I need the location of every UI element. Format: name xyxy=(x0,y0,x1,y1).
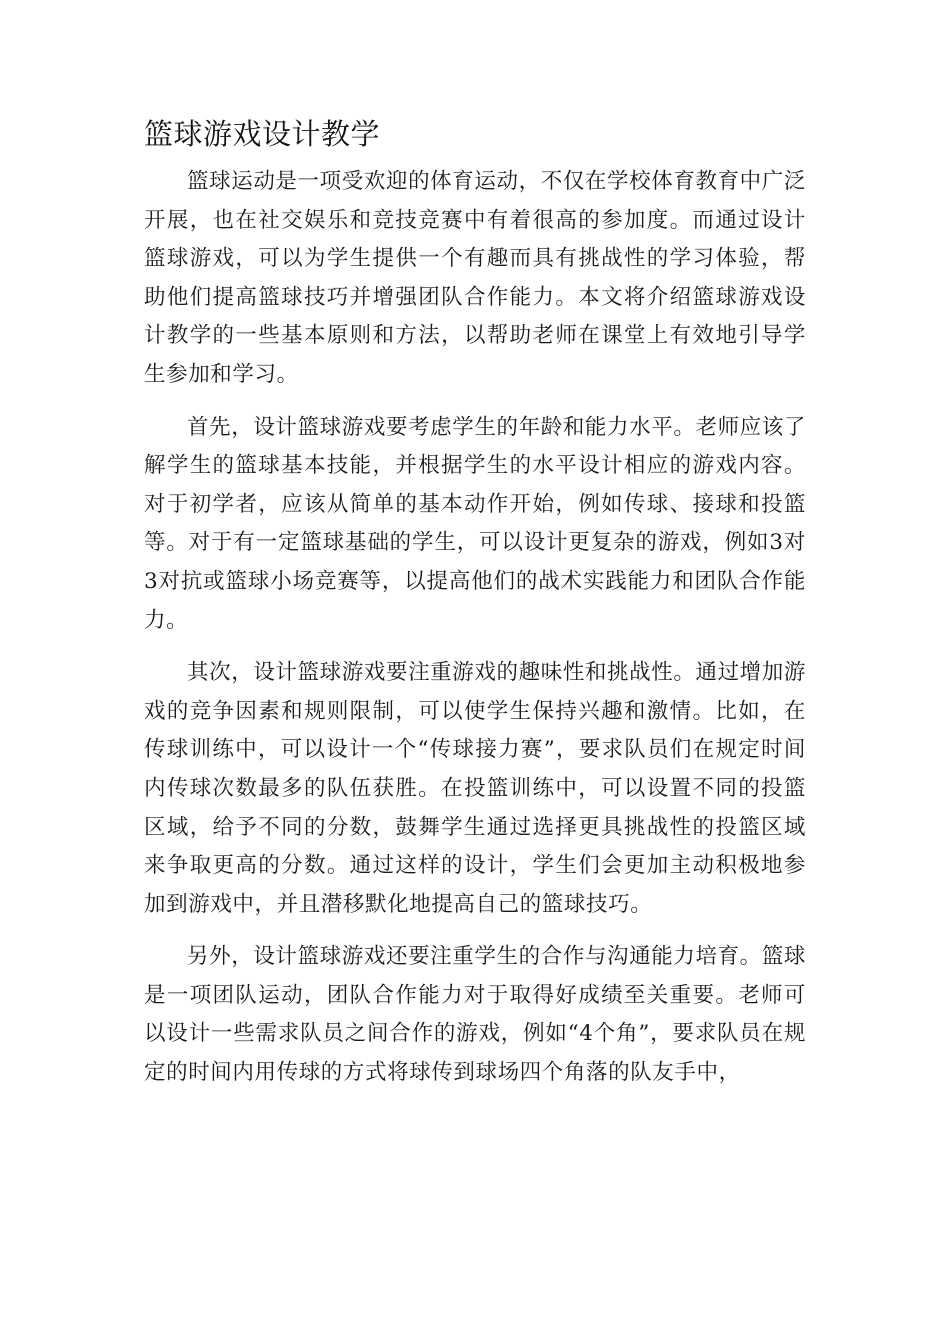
paragraph-teamwork: 另外，设计篮球游戏还要注重学生的合作与沟通能力培育。篮球是一项团队运动，团队合作能力对于取得好成绩至关重要。老师可以设计一些需求队员之间合作的游戏，例如“4个角”，要求队员在规定的时间内用传球的方式将球传到球场四个角落的队友手中， xyxy=(144,944,806,1086)
paragraph-age-ability: 首先，设计篮球游戏要考虑学生的年龄和能力水平。老师应该了解学生的篮球基本技能，并根据学生的水平设计相应的游戏内容。对于初学者，应该从简单的基本动作开始，例如传球、接球和投篮等。对于有一定篮球基础的学生，可以设计更复杂的游戏，例如3对3对抗或篮球小场竞赛等，以提高他们的战术实践能力和团队合作能力。 xyxy=(144,414,806,633)
paragraph-fun-challenge: 其次，设计篮球游戏要注重游戏的趣味性和挑战性。通过增加游戏的竞争因素和规则限制，可以使学生保持兴趣和激情。比如，在传球训练中，可以设计一个“传球接力赛”，要求队员们在规定时间内传球次数最多的队伍获胜。在投篮训练中，可以设置不同的投篮区域，给予不同的分数，鼓舞学生通过选择更具挑战性的投篮区域来争取更高的分数。通过这样的设计，学生们会更加主动积极地参加到游戏中，并且潜移默化地提高自己的篮球技巧。 xyxy=(144,660,806,917)
paragraph-intro: 篮球运动是一项受欢迎的体育运动，不仅在学校体育教育中广泛开展，也在社交娱乐和竞技竞赛中有着很高的参加度。而通过设计篮球游戏，可以为学生提供一个有趣而具有挑战性的学习体验，帮助他们提高篮球技巧并增强团队合作能力。本文将介绍篮球游戏设计教学的一些基本原则和方法，以帮助老师在课堂上有效地引导学生参加和学习。 xyxy=(144,169,806,387)
document-body xyxy=(144,163,806,1107)
document-title: 篮球游戏设计教学 xyxy=(144,117,381,151)
